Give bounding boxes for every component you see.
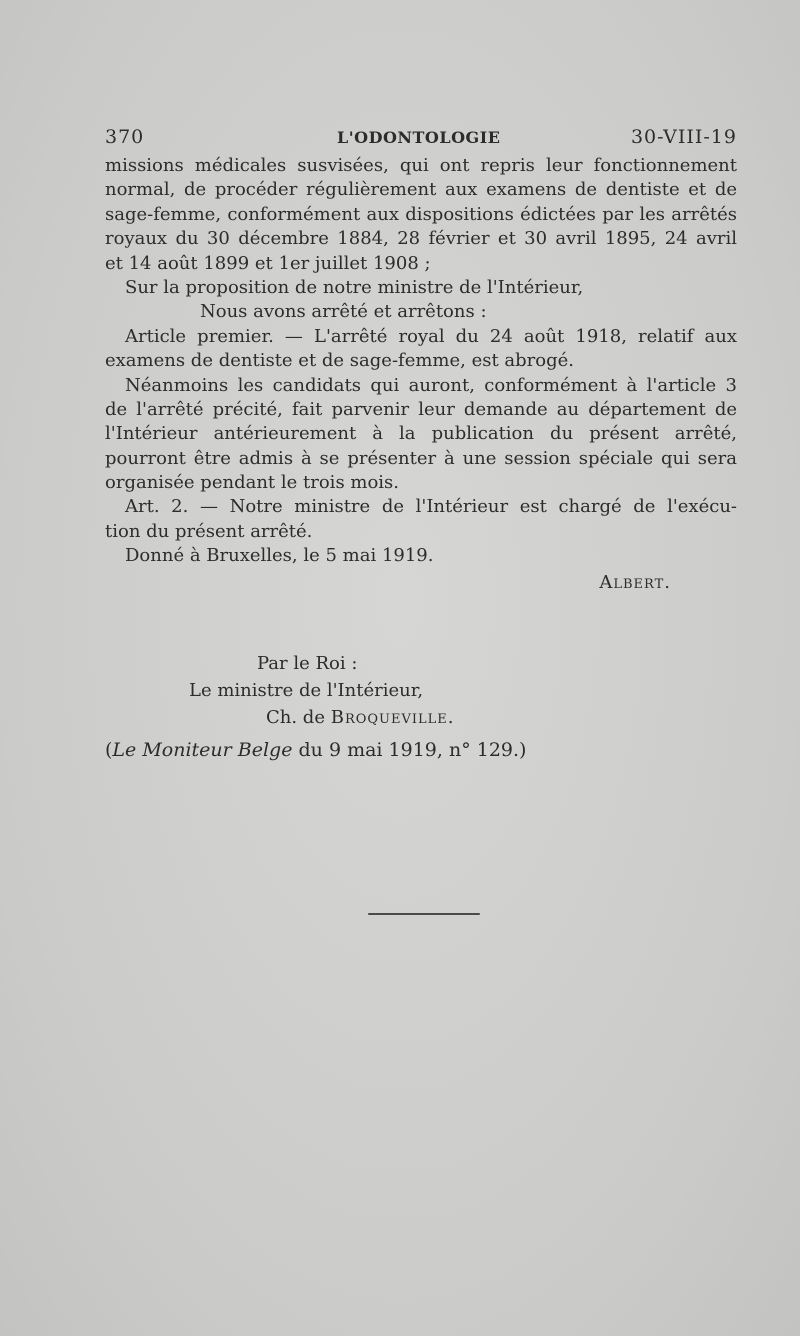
page-number: 370 (105, 126, 145, 148)
countersignature (105, 650, 737, 731)
royal-signature: Albert. (599, 571, 671, 593)
paragraph-decree: Nous avons arrêté et arrêtons : (200, 301, 487, 323)
text-line: Néanmoins les candidats qui auront, conformément à l'article 3 (125, 374, 737, 396)
paragraph-article-1 (105, 325, 737, 374)
minister-name: Broqueville. (330, 707, 455, 729)
countersign-line (105, 704, 737, 731)
source-publication: Le Moniteur Belge (112, 739, 293, 762)
text-line: missions médicales susvisées, qui ont repris leur fonctionnement (105, 155, 737, 176)
text-line: de l'arrêté précité, fait parvenir leur demande au département de (105, 398, 737, 420)
running-header (105, 120, 737, 154)
text-line: pourront être admis à se présenter à une session spéciale qui sera (105, 447, 737, 469)
text-line: Art. 2. — Notre ministre de l'Intérieur est chargé de l'exécu- (125, 496, 737, 518)
source-rest: du 9 mai 1919, n° 129.) (292, 739, 527, 762)
source-open: ( (105, 739, 113, 762)
countersign-line: Par le Roi : (257, 653, 358, 675)
text-line: examens de dentiste et de sage-femme, est abrogé. (105, 350, 575, 372)
paragraph-continuation (105, 154, 737, 276)
countersign-prefix: Ch. de (266, 707, 325, 729)
text-line: tion du présent arrêté. (105, 520, 313, 542)
text-line: Article premier. — L'arrêté royal du 24 août 1918, relatif aux (125, 325, 737, 347)
text-line: et 14 août 1899 et 1er juillet 1908 ; (105, 252, 431, 274)
countersign-line: Le ministre de l'Intérieur, (189, 680, 424, 702)
paragraph-proposal: Sur la proposition de notre ministre de l'Intérieur, (125, 276, 584, 298)
journal-title: L'ODONTOLOGIE (337, 128, 501, 147)
text-line: l'Intérieur antérieurement à la publication du présent arrêté, (105, 423, 737, 445)
text-line: organisée pendant le trois mois. (105, 472, 400, 494)
text-line: normal, de procéder régulièrement aux examens de dentiste et de (105, 179, 737, 201)
paragraph-article-2 (105, 495, 737, 544)
source-citation (105, 739, 737, 761)
document-page (105, 120, 737, 761)
paragraph-nevertheless (105, 374, 737, 496)
decree-text (105, 154, 737, 595)
text-line: royaux du 30 décembre 1884, 28 février et 30 avril 1895, 24 avril (105, 228, 737, 250)
paragraph-given: Donné à Bruxelles, le 5 mai 1919. (125, 545, 434, 567)
issue-date: 30-VIII-19 (630, 126, 737, 148)
text-line: sage-femme, conformément aux dispositions édictées par les arrêtés (105, 203, 737, 225)
section-divider (368, 913, 480, 915)
